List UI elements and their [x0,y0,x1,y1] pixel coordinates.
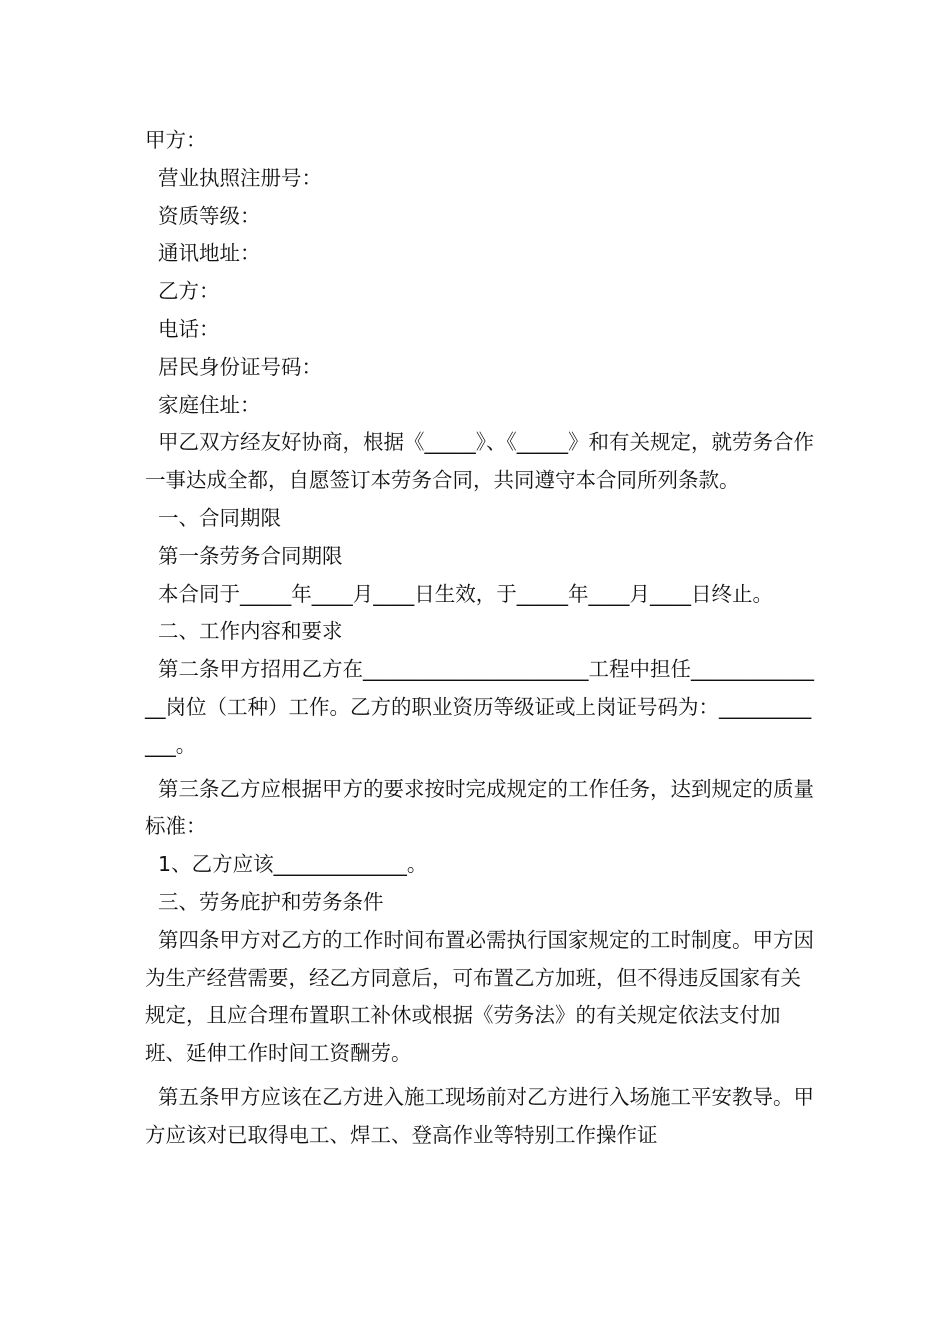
preamble-paragraph: 甲乙双方经友好协商，根据《_____》、《_____》和有关规定，就劳务合作一事达成全都，自愿签订本劳务合同，共同遵守本合同所列条款。 [145,430,815,493]
article-paragraph: 第二条甲方招用乙方在______________________工程中担任______________岗位（工种）工作。乙方的职业资历等级证或上岗证号码为：____________。 [145,657,815,757]
id-number-label: 居民身份证号码： [145,354,323,379]
party-a-label: 甲方： [145,128,207,152]
section-heading: 三、劳务庇护和劳务条件 [145,889,384,914]
contract-body [145,122,815,1155]
contract-term-paragraph: 本合同于_____年____月____日生效，于_____年____月____日终止。 [145,581,774,606]
party-b-label: 乙方： [145,279,220,304]
list-item: 1、乙方应该_____________。 [145,852,428,877]
section-heading: 二、工作内容和要求 [145,619,343,644]
section-heading: 一、合同期限 [145,505,282,530]
article-paragraph: 第四条甲方对乙方的工作时间布置必需执行国家规定的工时制度。甲方因为生产经营需要，经乙方同意后，可布置乙方加班，但不得违反国家有关规定，且应合理布置职工补休或根据《劳务法》的有关规定依法支付加班、延伸工作时间工资酬劳。 [145,927,815,1066]
article-heading: 第一条劳务合同期限 [145,543,343,568]
article-paragraph: 第三条乙方应根据甲方的要求按时完成规定的工作任务，达到规定的质量标准： [145,776,815,839]
home-address-label: 家庭住址： [145,392,261,417]
article-paragraph: 第五条甲方应该在乙方进入施工现场前对乙方进行入场施工平安教导。甲方应该对已取得电工、焊工、登高作业等特别工作操作证 [145,1084,815,1147]
phone-label: 电话： [145,316,220,341]
address-label: 通讯地址： [145,241,261,266]
business-license-label: 营业执照注册号： [145,165,323,190]
qualification-label: 资质等级： [145,203,261,228]
